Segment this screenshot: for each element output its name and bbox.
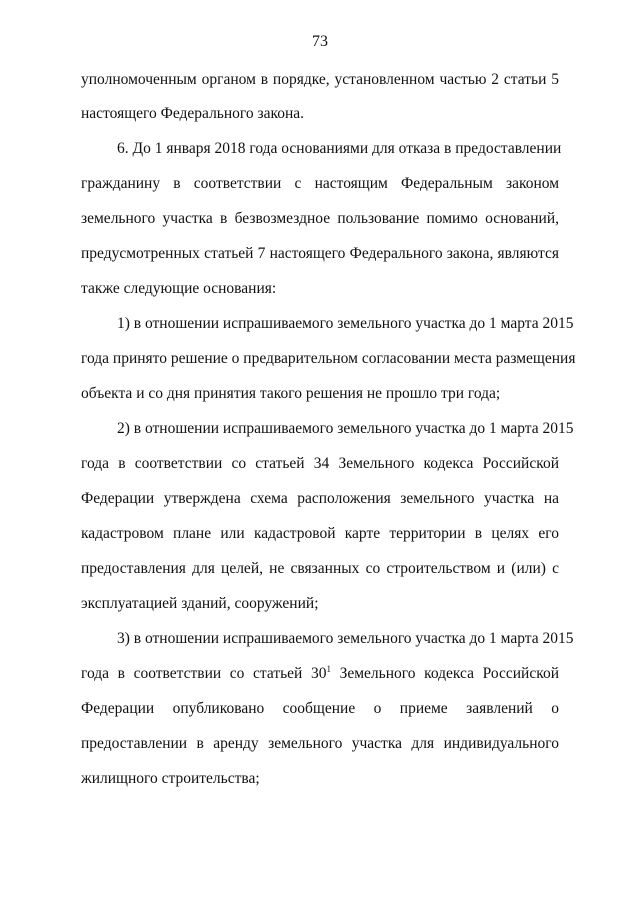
text-line: предоставления для целей, не связанных со строительством и (или) с xyxy=(81,560,559,577)
page-number: 73 xyxy=(312,33,328,50)
text-line: земельного участка в безвозмездное пользование помимо оснований, xyxy=(81,210,559,227)
text-line: 6. До 1 января 2018 года основаниями для отказа в предоставлении xyxy=(117,140,562,157)
text-line: Федерации опубликовано сообщение о приеме заявлений о xyxy=(81,700,559,717)
text-line: кадастровом плане или кадастровой карте территории в целях его xyxy=(81,525,559,542)
text-line xyxy=(81,665,559,683)
text-line: 3) в отношении испрашиваемого земельного участка до 1 марта 2015 xyxy=(117,630,574,647)
text-line: предусмотренных статьей 7 настоящего Федерального закона, являются xyxy=(81,245,559,262)
text-fragment: года в соответствии со статьей 30 xyxy=(81,665,327,682)
text-line: уполномоченным органом в порядке, установленном частью 2 статьи 5 xyxy=(81,71,559,88)
text-line: предоставлении в аренду земельного участка для индивидуального xyxy=(81,735,559,752)
text-line: года принято решение о предварительном согласовании места размещения xyxy=(81,350,576,367)
text-line: жилищного строительства; xyxy=(81,770,260,787)
text-line: настоящего Федерального закона. xyxy=(81,105,305,122)
text-line: года в соответствии со статьей 34 Земельного кодекса Российской xyxy=(81,455,559,472)
text-line: эксплуатацией зданий, сооружений; xyxy=(81,595,319,612)
text-fragment: Земельного кодекса Российской xyxy=(330,665,559,682)
text-line: объекта и со дня принятия такого решения не прошло три года; xyxy=(81,385,501,402)
text-line: гражданину в соответствии с настоящим Федеральным законом xyxy=(81,175,559,192)
text-line: Федерации утверждена схема расположения земельного участка на xyxy=(81,490,559,507)
superscript: 1 xyxy=(326,664,331,674)
text-line: 1) в отношении испрашиваемого земельного участка до 1 марта 2015 xyxy=(117,315,574,332)
text-line: также следующие основания: xyxy=(81,280,277,297)
text-line: 2) в отношении испрашиваемого земельного участка до 1 марта 2015 xyxy=(117,420,574,437)
